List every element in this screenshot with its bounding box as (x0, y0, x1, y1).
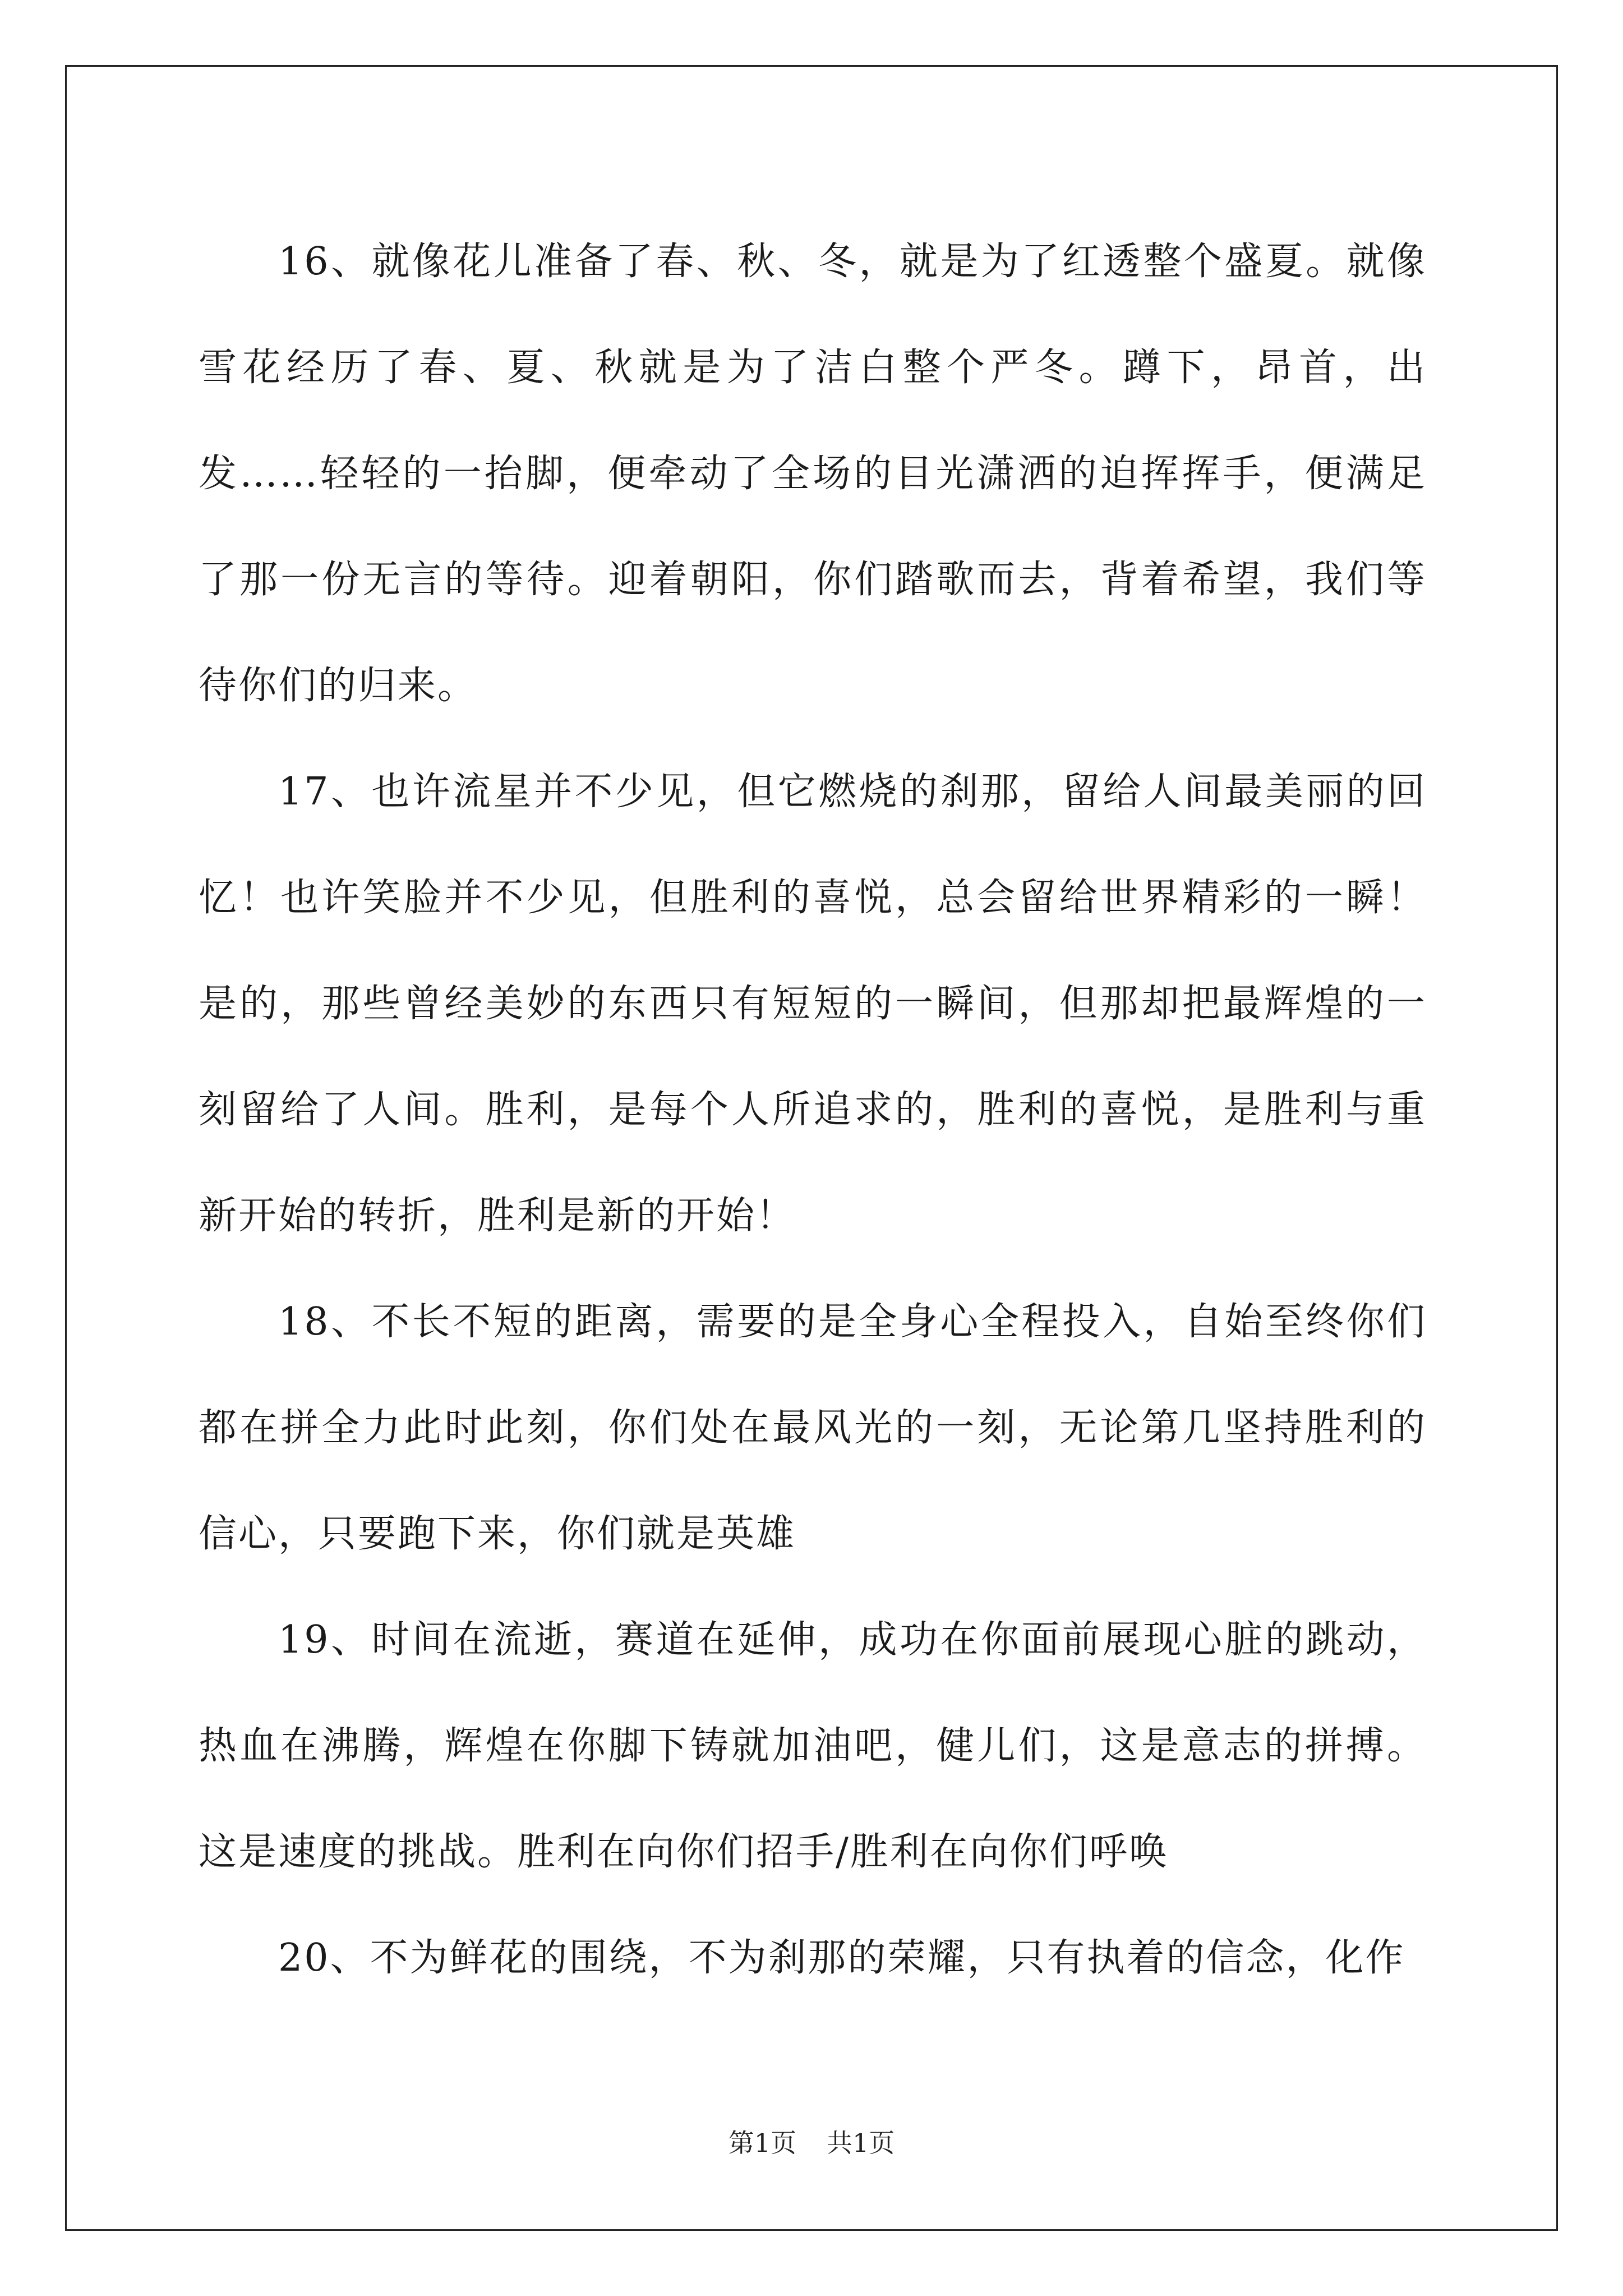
paragraph-17: 17、也许流星并不少见，但它燃烧的刹那，留给人间最美丽的回忆！也许笑脸并不少见，但胜利的喜悦，总会留给世界精彩的一瞬！是的，那些曾经美妙的东西只有短短的一瞬间，但那却把最辉煌的一刻留给了人间。胜利，是每个人所追求的，胜利的喜悦，是胜利与重新开始的转折，胜利是新的开始！ (199, 770, 1427, 1238)
document-body (199, 209, 1427, 2011)
paragraph-18: 18、不长不短的距离，需要的是全身心全程投入，自始至终你们都在拼全力此时此刻，你们处在最风光的一刻，无论第几坚持胜利的信心，只要跑下来，你们就是英雄 (199, 1300, 1427, 1556)
page-number: 第1页 (728, 2128, 796, 2158)
page-footer (0, 2126, 1623, 2160)
page-total: 共1页 (827, 2128, 895, 2158)
paragraph-19: 19、时间在流逝，赛道在延伸，成功在你面前展现心脏的跳动，热血在沸腾，辉煌在你脚下铸就加油吧，健儿们，这是意志的拼搏。这是速度的挑战。胜利在向你们招手/胜利在向你们呼唤 (199, 1618, 1427, 1874)
paragraph-20: 20、不为鲜花的围绕，不为刹那的荣耀，只有执着的信念，化作 (278, 1936, 1405, 1980)
paragraph-16: 16、就像花儿准备了春、秋、冬，就是为了红透整个盛夏。就像雪花经历了春、夏、秋就是为了洁白整个严冬。蹲下，昂首，出发……轻轻的一抬脚，便牵动了全场的目光潇洒的迫挥挥手，便满足了那一份无言的等待。迎着朝阳，你们踏歌而去，背着希望，我们等待你们的归来。 (199, 240, 1427, 708)
